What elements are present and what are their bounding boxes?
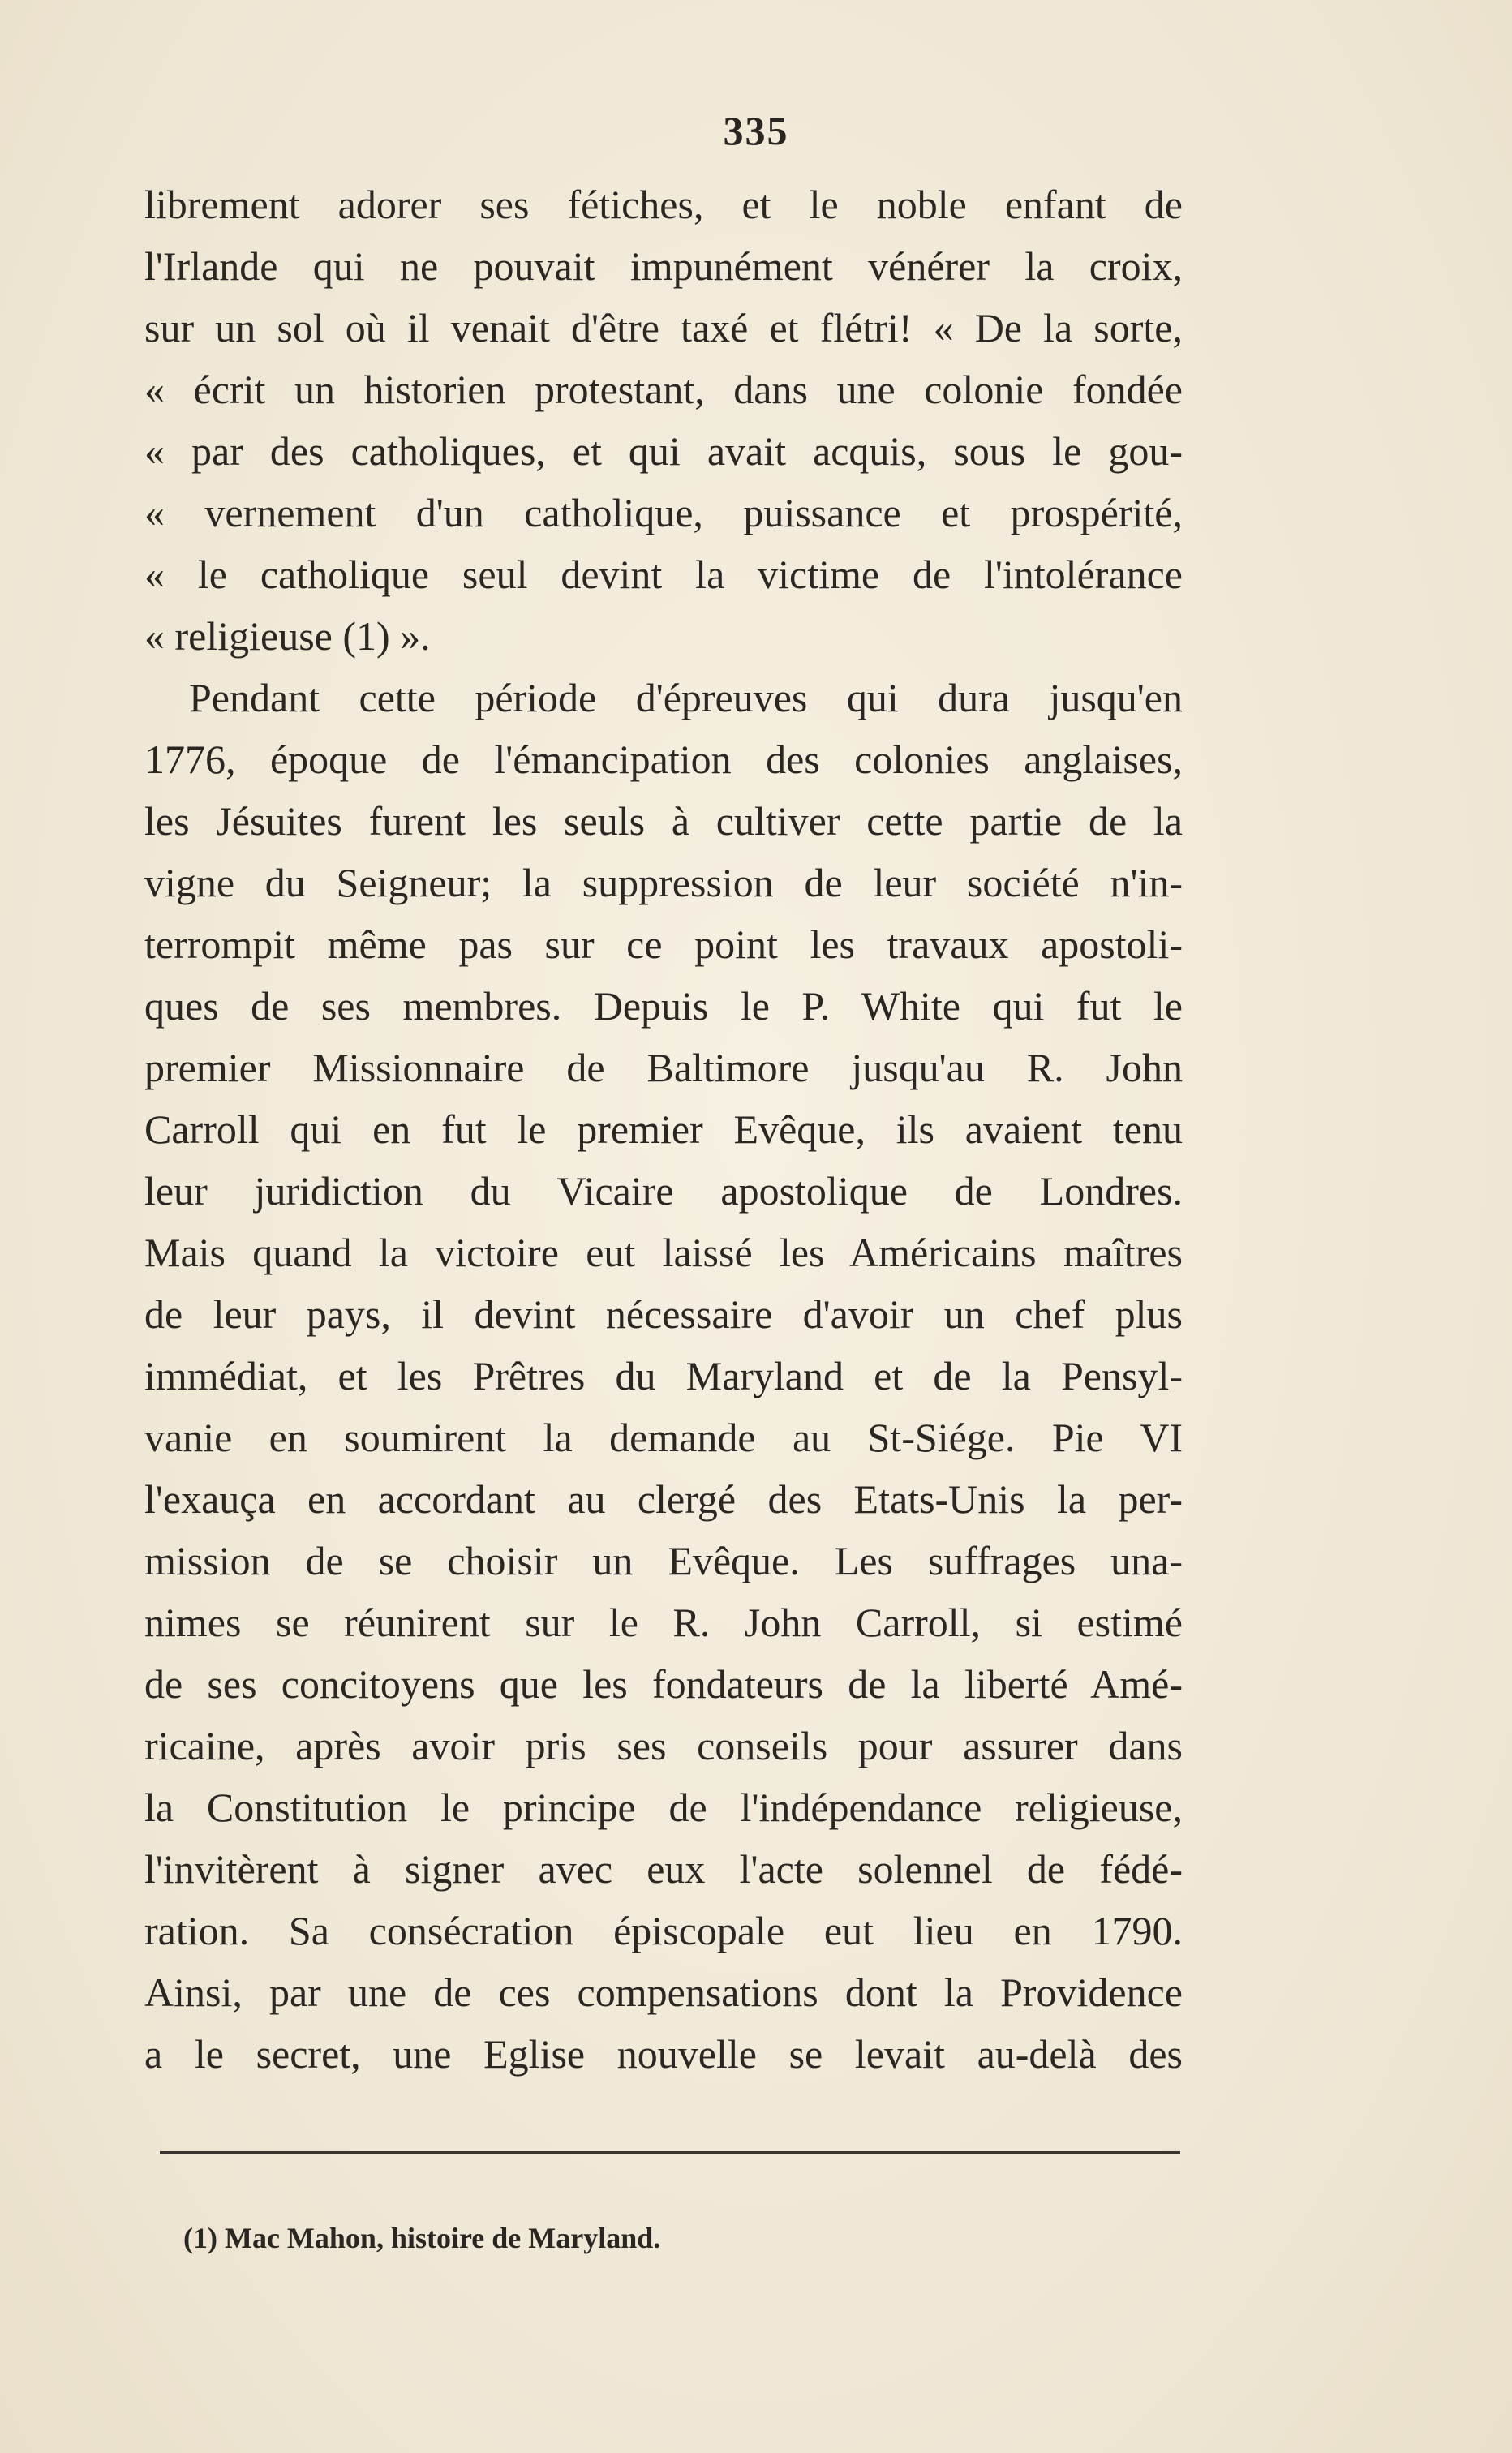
text-line: mission de se choisir un Evêque. Les suffrages una- bbox=[144, 1538, 1183, 1583]
text-line: sur un sol où il venait d'être taxé et flétri! « De la sorte, bbox=[144, 305, 1183, 350]
text-line: l'Irlande qui ne pouvait impunément vénérer la croix, bbox=[144, 243, 1183, 289]
text-line: Pendant cette période d'épreuves qui dura jusqu'en bbox=[189, 675, 1183, 720]
text-line: vigne du Seigneur; la suppression de leur société n'in- bbox=[144, 860, 1183, 905]
footnote-rule bbox=[160, 2151, 1180, 2154]
page-number: 335 bbox=[723, 108, 789, 153]
text-line: Ainsi, par une de ces compensations dont la Providence bbox=[144, 1970, 1183, 2015]
text-line: a le secret, une Eglise nouvelle se levait au-delà des bbox=[144, 2031, 1183, 2077]
text-line: ricaine, après avoir pris ses conseils pour assurer dans bbox=[144, 1723, 1183, 1768]
text-line: « écrit un historien protestant, dans une colonie fondée bbox=[144, 367, 1183, 412]
text-line: ration. Sa consécration épiscopale eut lieu en 1790. bbox=[144, 1908, 1183, 1953]
text-line: « religieuse (1) ». bbox=[144, 613, 431, 659]
text-line: « vernement d'un catholique, puissance et prospérité, bbox=[144, 490, 1183, 535]
text-line: « le catholique seul devint la victime de l'intolérance bbox=[144, 552, 1183, 597]
footnote: (1) Mac Mahon, histoire de Maryland. bbox=[183, 2222, 661, 2254]
text-line: terrompit même pas sur ce point les travaux apostoli- bbox=[144, 921, 1183, 967]
text-line: Mais quand la victoire eut laissé les Américains maîtres bbox=[144, 1230, 1183, 1275]
text-line: l'exauça en accordant au clergé des Etats-Unis la per- bbox=[144, 1476, 1183, 1522]
text-line: premier Missionnaire de Baltimore jusqu'au R. John bbox=[144, 1045, 1183, 1090]
text-line: vanie en soumirent la demande au St-Siége. Pie VI bbox=[144, 1415, 1183, 1460]
text-line: 1776, époque de l'émancipation des colonies anglaises, bbox=[144, 737, 1183, 782]
text-line: immédiat, et les Prêtres du Maryland et de la Pensyl- bbox=[144, 1353, 1183, 1398]
text-line: ques de ses membres. Depuis le P. White qui fut le bbox=[144, 983, 1183, 1029]
text-line: de leur pays, il devint nécessaire d'avoir un chef plus bbox=[144, 1291, 1183, 1337]
text-line: les Jésuites furent les seuls à cultiver cette partie de la bbox=[144, 798, 1183, 844]
text-line: de ses concitoyens que les fondateurs de la liberté Amé- bbox=[144, 1661, 1183, 1707]
text-line: l'invitèrent à signer avec eux l'acte solennel de fédé- bbox=[144, 1846, 1183, 1892]
text-line: la Constitution le principe de l'indépendance religieuse, bbox=[144, 1785, 1183, 1830]
text-line: Carroll qui en fut le premier Evêque, ils avaient tenu bbox=[144, 1106, 1183, 1152]
body-text bbox=[144, 174, 1183, 2085]
text-line: leur juridiction du Vicaire apostolique de Londres. bbox=[144, 1168, 1183, 1214]
text-line: nimes se réunirent sur le R. John Carroll, si estimé bbox=[144, 1600, 1183, 1645]
text-line: librement adorer ses fétiches, et le noble enfant de bbox=[144, 182, 1183, 227]
text-line: « par des catholiques, et qui avait acquis, sous le gou- bbox=[144, 428, 1183, 474]
